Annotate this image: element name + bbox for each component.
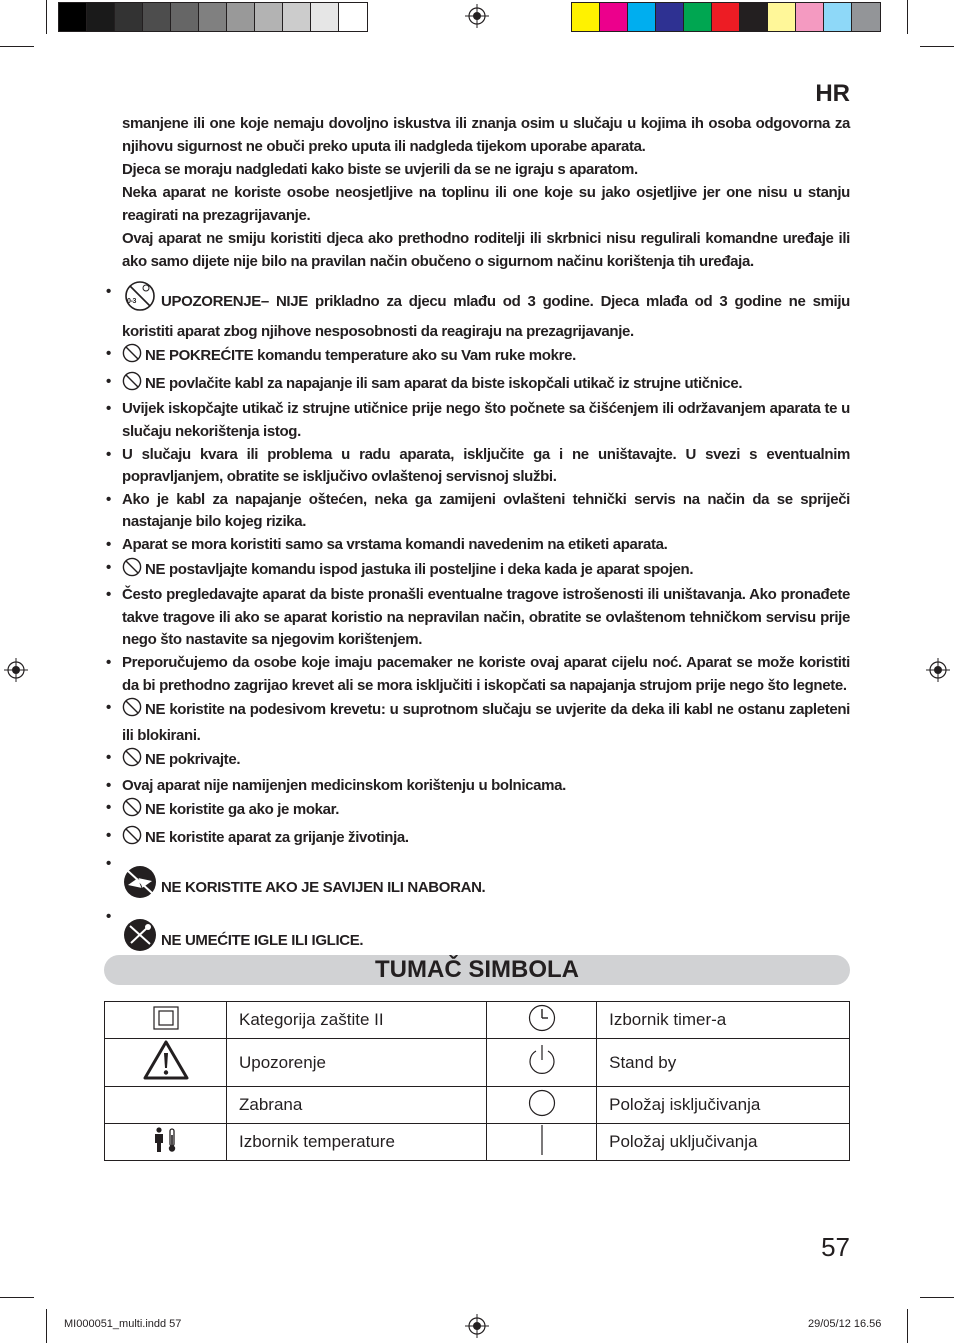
footer-file-name: MI000051_multi.indd 57 (64, 1318, 182, 1330)
standby-icon (487, 1039, 597, 1087)
bullet-marker: • (106, 345, 111, 363)
crop-mark (46, 1309, 47, 1343)
intro-paragraph: smanjene ili one koje nemaju dovoljno iskustva ili znanja osim u slučaju u kojima ih osoba odgovorna za njihovu sigurnost ne obuči preko uputa ili nadgleda tijekom uporabe aparata. (122, 115, 850, 155)
list-item-text: Aparat se mora koristiti samo sa vrstama komandi navedenim na etiketi aparata. (122, 535, 668, 553)
prohibition-icon (122, 797, 142, 825)
bullet-marker: • (106, 776, 111, 794)
bullet-marker: • (106, 854, 111, 872)
bullet-marker: • (106, 372, 111, 390)
grayscale-color-bar (58, 2, 368, 32)
prohibition-icon (122, 557, 142, 585)
list-item (104, 853, 850, 907)
list-item-text: U slučaju kvara ili problema u radu aparata, isključite ga i ne uništavajte. U svezi s eventualnim popravljanjem, obratite se isključivo ovlaštenoj servisnoj službi. (122, 445, 850, 486)
list-item (104, 747, 850, 775)
color-swatch (227, 3, 255, 31)
list-item (104, 534, 850, 557)
bullet-marker: • (106, 827, 111, 845)
list-item-text: NE koristite ga ako je mokar. (145, 801, 340, 819)
process-color-bar (571, 2, 881, 32)
symbol-label: Stand by (597, 1039, 850, 1087)
list-item (104, 697, 850, 747)
prohibition-icon (122, 825, 142, 853)
list-item (104, 906, 850, 960)
symbols-table (104, 1001, 850, 1161)
list-item (104, 371, 850, 399)
color-swatch (255, 3, 283, 31)
temperature-menu-icon (105, 1124, 227, 1161)
bullet-marker: • (106, 558, 111, 576)
on-position-icon (487, 1124, 597, 1161)
bullet-marker: • (106, 400, 111, 418)
list-item-text: NE koristite aparat za grijanje životinja. (145, 829, 409, 847)
symbol-label: Izbornik timer-a (597, 1002, 850, 1039)
color-swatch (143, 3, 171, 31)
list-item (104, 652, 850, 697)
no-folding-icon (122, 865, 158, 907)
table-row (105, 1124, 850, 1161)
color-swatch (171, 3, 199, 31)
crop-mark (907, 1309, 908, 1343)
table-row (105, 1087, 850, 1124)
prohibition-icon (122, 343, 142, 371)
bullet-marker: • (106, 799, 111, 817)
bullet-marker: • (106, 653, 111, 671)
bullet-marker: • (106, 586, 111, 604)
crop-mark (0, 1297, 34, 1298)
color-swatch (572, 3, 600, 31)
color-swatch (852, 3, 880, 31)
color-swatch (684, 3, 712, 31)
color-swatch (311, 3, 339, 31)
crop-mark (0, 46, 34, 47)
list-item (104, 584, 850, 652)
list-item (104, 557, 850, 585)
table-row (105, 1002, 850, 1039)
list-item (104, 343, 850, 371)
intro-text (104, 112, 850, 273)
list-item (104, 281, 850, 343)
symbol-label: Zabrana (227, 1087, 487, 1124)
list-item-text: NE KORISTITE AKO JE SAVIJEN ILI NABORAN. (161, 878, 486, 896)
bullet-marker: • (106, 490, 111, 508)
symbol-label: Upozorenje (227, 1039, 487, 1087)
list-item-text: NE pokrivajte. (145, 751, 241, 769)
list-item-text: NE postavljajte komandu ispod jastuka ili posteljine i deka kada je aparat spojen. (145, 560, 694, 578)
color-swatch (768, 3, 796, 31)
no-pins-icon (122, 918, 158, 960)
class-ii-protection-icon (105, 1002, 227, 1039)
bullet-marker: • (106, 749, 111, 767)
registration-mark-icon (926, 658, 950, 682)
color-swatch (824, 3, 852, 31)
color-swatch (339, 3, 367, 31)
color-swatch (740, 3, 768, 31)
bullet-marker: • (106, 535, 111, 553)
crop-mark (920, 1297, 954, 1298)
list-item (104, 398, 850, 443)
symbol-label: Položaj isključivanja (597, 1087, 850, 1124)
bullet-marker: • (106, 699, 111, 717)
prohibition-icon (122, 697, 142, 725)
list-item-text: NE koristite na podesivom krevetu: u suprotnom slučaju se uvjerite da deka ili kabl ne ostanu zapleteni ili blokirani. (122, 701, 850, 744)
list-item (104, 444, 850, 489)
list-item-text: NE povlačite kabl za napajanje ili sam aparat da biste iskopčali utikač iz strujne utičnice. (145, 374, 743, 392)
intro-paragraph: Neka aparat ne koriste osobe neosjetljive na toplinu ili one koje su jako osjetljive jer one nisu u stanju reagirati na prezagrijavanje. (122, 184, 850, 224)
table-row (105, 1039, 850, 1087)
safety-instructions (104, 112, 850, 960)
off-position-icon (487, 1087, 597, 1124)
timer-icon (487, 1002, 597, 1039)
list-item (104, 489, 850, 534)
registration-mark-icon (465, 1314, 489, 1338)
list-item-text: Ako je kabl za napajanje oštećen, neka ga zamijeni ovlašteni tehnički servis na način da se spriječi nastajanje bilo kojeg rizika. (122, 490, 850, 531)
color-swatch (656, 3, 684, 31)
color-swatch (712, 3, 740, 31)
registration-mark-icon (465, 4, 489, 28)
list-item-text: UPOZORENJE– NIJE prikladno za djecu mlađu od 3 godine. Djeca mlađa od 3 godine ne smiju koristiti aparat zbog njihove nesposobnosti da reagiraju na prezagrijavanje. (122, 293, 850, 340)
color-swatch (600, 3, 628, 31)
list-item-text: NE POKREĆITE komandu temperature ako su Vam ruke mokre. (145, 347, 576, 365)
prohibition-icon (122, 747, 142, 775)
color-swatch (628, 3, 656, 31)
page-number: 57 (821, 1232, 850, 1262)
crop-mark (46, 0, 47, 34)
bullet-marker: • (106, 908, 111, 926)
registration-mark-icon (4, 658, 28, 682)
crop-mark (920, 46, 954, 47)
symbol-label: Položaj uključivanja (597, 1124, 850, 1161)
language-code: HR (815, 80, 850, 107)
bullet-marker: • (106, 445, 111, 463)
crop-mark (907, 0, 908, 34)
list-item (104, 825, 850, 853)
warning-list (104, 281, 850, 960)
prohibition-icon (122, 371, 142, 399)
empty-symbol-cell (105, 1087, 227, 1124)
section-title: TUMAČ SIMBOLA (104, 955, 850, 985)
intro-paragraph: Ovaj aparat ne smiju koristiti djeca ako prethodno roditelji ili skrbnici nisu regulirali komandne uređaje ili ako samo dijete nije bilo na pravilan način obučeno o sigurnom načinu korištenja tih uređaja. (122, 230, 850, 270)
list-item (104, 797, 850, 825)
list-item-text: Često pregledavajte aparat da biste pronašli eventualne tragove istrošenosti ili uništavanja. Ako pronađete takve tragove ili ako se aparat koristio na nepravilan način, obratite se ovlaštenom tehničkom servisu prije nego što nastavite sa njegovim korištenjem. (122, 586, 850, 649)
list-item (104, 775, 850, 798)
age-0-3-prohibited-icon (122, 281, 158, 321)
color-swatch (59, 3, 87, 31)
svg-text:0-3: 0-3 (127, 298, 137, 305)
symbol-label: Izbornik temperature (227, 1124, 487, 1161)
list-item-text: Preporučujemo da osobe koje imaju pacemaker ne koriste ovaj aparat cijelu noć. Aparat se može koristiti da bi prethodno zagrijao krevet ali se mora isključiti i iskopčati sa napajanja strujom prije nego što legnete. (122, 653, 850, 694)
bullet-marker: • (106, 283, 111, 300)
color-swatch (199, 3, 227, 31)
list-item-text: NE UMEĆITE IGLE ILI IGLICE. (161, 932, 364, 950)
list-item-text: Ovaj aparat nije namijenjen medicinskom korištenju u bolnicama. (122, 776, 566, 794)
footer-date: 29/05/12 16.56 (808, 1318, 882, 1330)
color-swatch (283, 3, 311, 31)
color-swatch (796, 3, 824, 31)
intro-paragraph: Djeca se moraju nadgledati kako biste se uvjerili da se ne igraju s aparatom. (122, 161, 638, 178)
symbol-label: Kategorija zaštite II (227, 1002, 487, 1039)
list-item-text: Uvijek iskopčajte utikač iz strujne utičnice prije nego što počnete sa čišćenjem ili održavanjem aparata te u slučaju nekorištenja istog. (122, 400, 850, 440)
warning-triangle-icon (105, 1039, 227, 1087)
color-swatch (115, 3, 143, 31)
color-swatch (87, 3, 115, 31)
